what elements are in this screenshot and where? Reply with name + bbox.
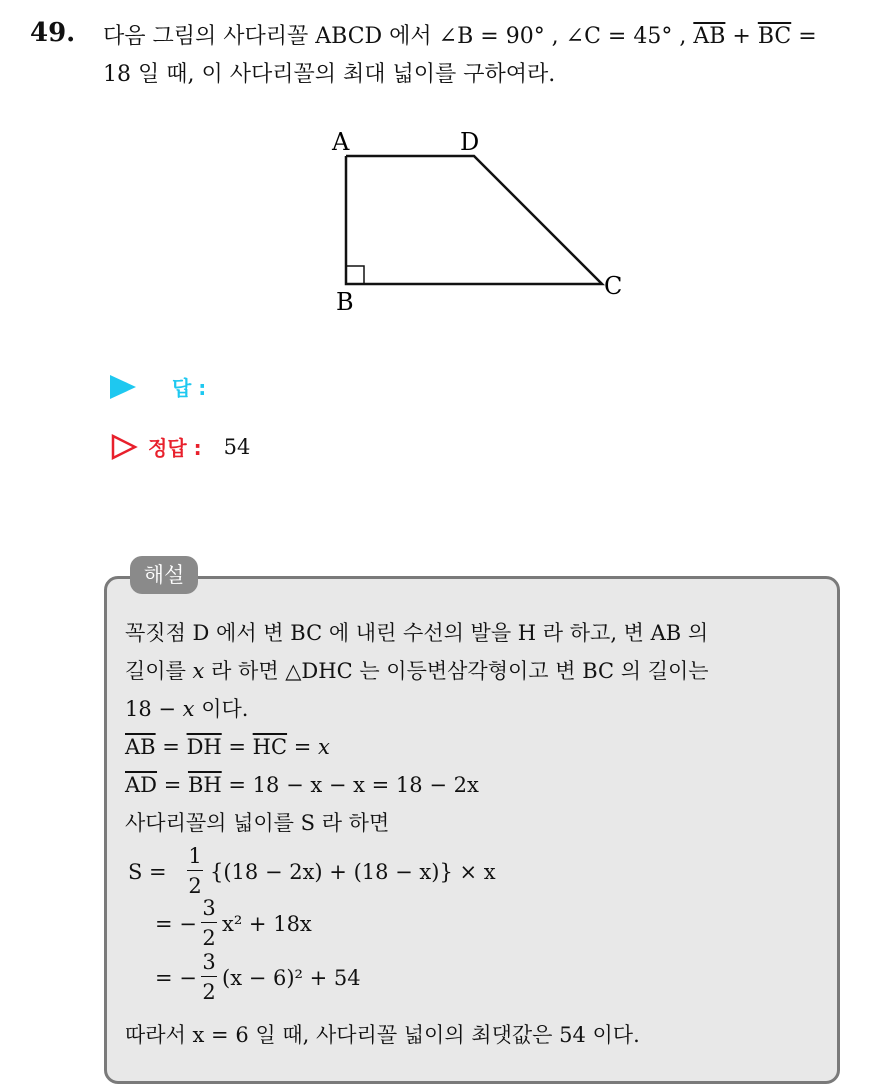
trapezoid-outline	[346, 156, 602, 284]
right-angle-mark	[346, 266, 364, 284]
problem-statement	[103, 18, 863, 94]
correct-answer-label: 정답 :	[148, 436, 202, 460]
step3-numerator: 3	[202, 950, 216, 974]
area-frac-bar	[187, 870, 203, 871]
solution-line2-pre: 길이를	[125, 659, 193, 683]
segment-bh: $\overline{BH}$	[187, 773, 222, 797]
segment-ab: $\overline{AB}$	[693, 24, 726, 49]
problem-line1-pre: 다음 그림의 사다리꼴 ABCD 에서 ∠B = 90° , ∠C = 45° ,	[103, 24, 694, 49]
step3-rhs: (x − 6)² + 54	[222, 966, 361, 990]
solution-line3	[125, 690, 835, 728]
equation-2-rhs: 18 − x − x = 18 − 2x	[252, 773, 479, 797]
step2-numerator: 3	[202, 896, 216, 920]
var-x: x	[182, 697, 195, 721]
step2-denominator: 2	[202, 926, 216, 950]
solution-area-line: 사다리꼴의 넓이를 S 라 하면	[125, 811, 390, 835]
equation-1-rhs: x	[318, 735, 330, 759]
step2-rhs: x² + 18x	[222, 912, 312, 936]
solution-line2	[125, 652, 835, 690]
solution-conclusion: 따라서 x = 6 일 때, 사다리꼴 넓이의 최댓값은 54 이다.	[125, 1023, 640, 1047]
solution-line3-post: 이다.	[194, 697, 249, 721]
answer-row	[110, 372, 206, 401]
problem-line1-post: =	[791, 24, 817, 49]
vertex-label-a: A	[332, 128, 350, 156]
answer-label: 답 :	[172, 376, 207, 400]
problem-line2: 18 일 때, 이 사다리꼴의 최대 넓이를 구하여라.	[103, 62, 556, 87]
segment-ab: $\overline{AB}$	[125, 735, 156, 759]
area-frac-denominator: 2	[188, 874, 202, 898]
segment-bc: $\overline{BC}$	[757, 24, 792, 49]
solution-line2-post: 라 하면 △DHC 는 이등변삼각형이고 변 BC 의 길이는	[204, 659, 709, 683]
equation-2: $\overline{AD} = \overline{BH} = 18 - x - x = 18 - 2x$	[125, 773, 479, 797]
segment-dh: $\overline{DH}$	[186, 735, 222, 759]
play-outline-icon	[110, 433, 138, 461]
vertex-label-c: C	[604, 272, 623, 300]
step2-bar	[201, 922, 217, 923]
solution-line3-pre: 18 −	[125, 697, 183, 721]
step3-eq: = −	[155, 966, 197, 990]
play-filled-icon	[110, 375, 136, 399]
correct-answer-value: 54	[223, 434, 251, 459]
trapezoid-figure	[320, 120, 640, 320]
solution-tag: 해설	[130, 556, 198, 594]
vertex-label-d: D	[460, 128, 480, 156]
equation-1: $\overline{AB} = \overline{DH} = \overline{HC} = x$	[125, 735, 330, 759]
step2-eq: = −	[155, 912, 197, 936]
correct-answer-row	[110, 432, 250, 461]
step3-bar	[201, 976, 217, 977]
var-x: x	[192, 659, 205, 683]
area-frac-numerator: 1	[188, 844, 202, 868]
vertex-label-b: B	[336, 288, 354, 316]
solution-line1: 꼭짓점 D 에서 변 BC 에 내린 수선의 발을 H 라 하고, 변 AB 의	[125, 621, 709, 645]
problem-number: 49.	[30, 18, 76, 48]
segment-ad: $\overline{AD}$	[125, 773, 158, 797]
segment-hc: $\overline{HC}$	[252, 735, 288, 759]
area-lhs: S =	[128, 860, 167, 884]
step3-denominator: 2	[202, 980, 216, 1004]
area-rhs: {(18 − 2x) + (18 − x)} × x	[210, 860, 496, 884]
plus-sign: +	[725, 24, 758, 49]
